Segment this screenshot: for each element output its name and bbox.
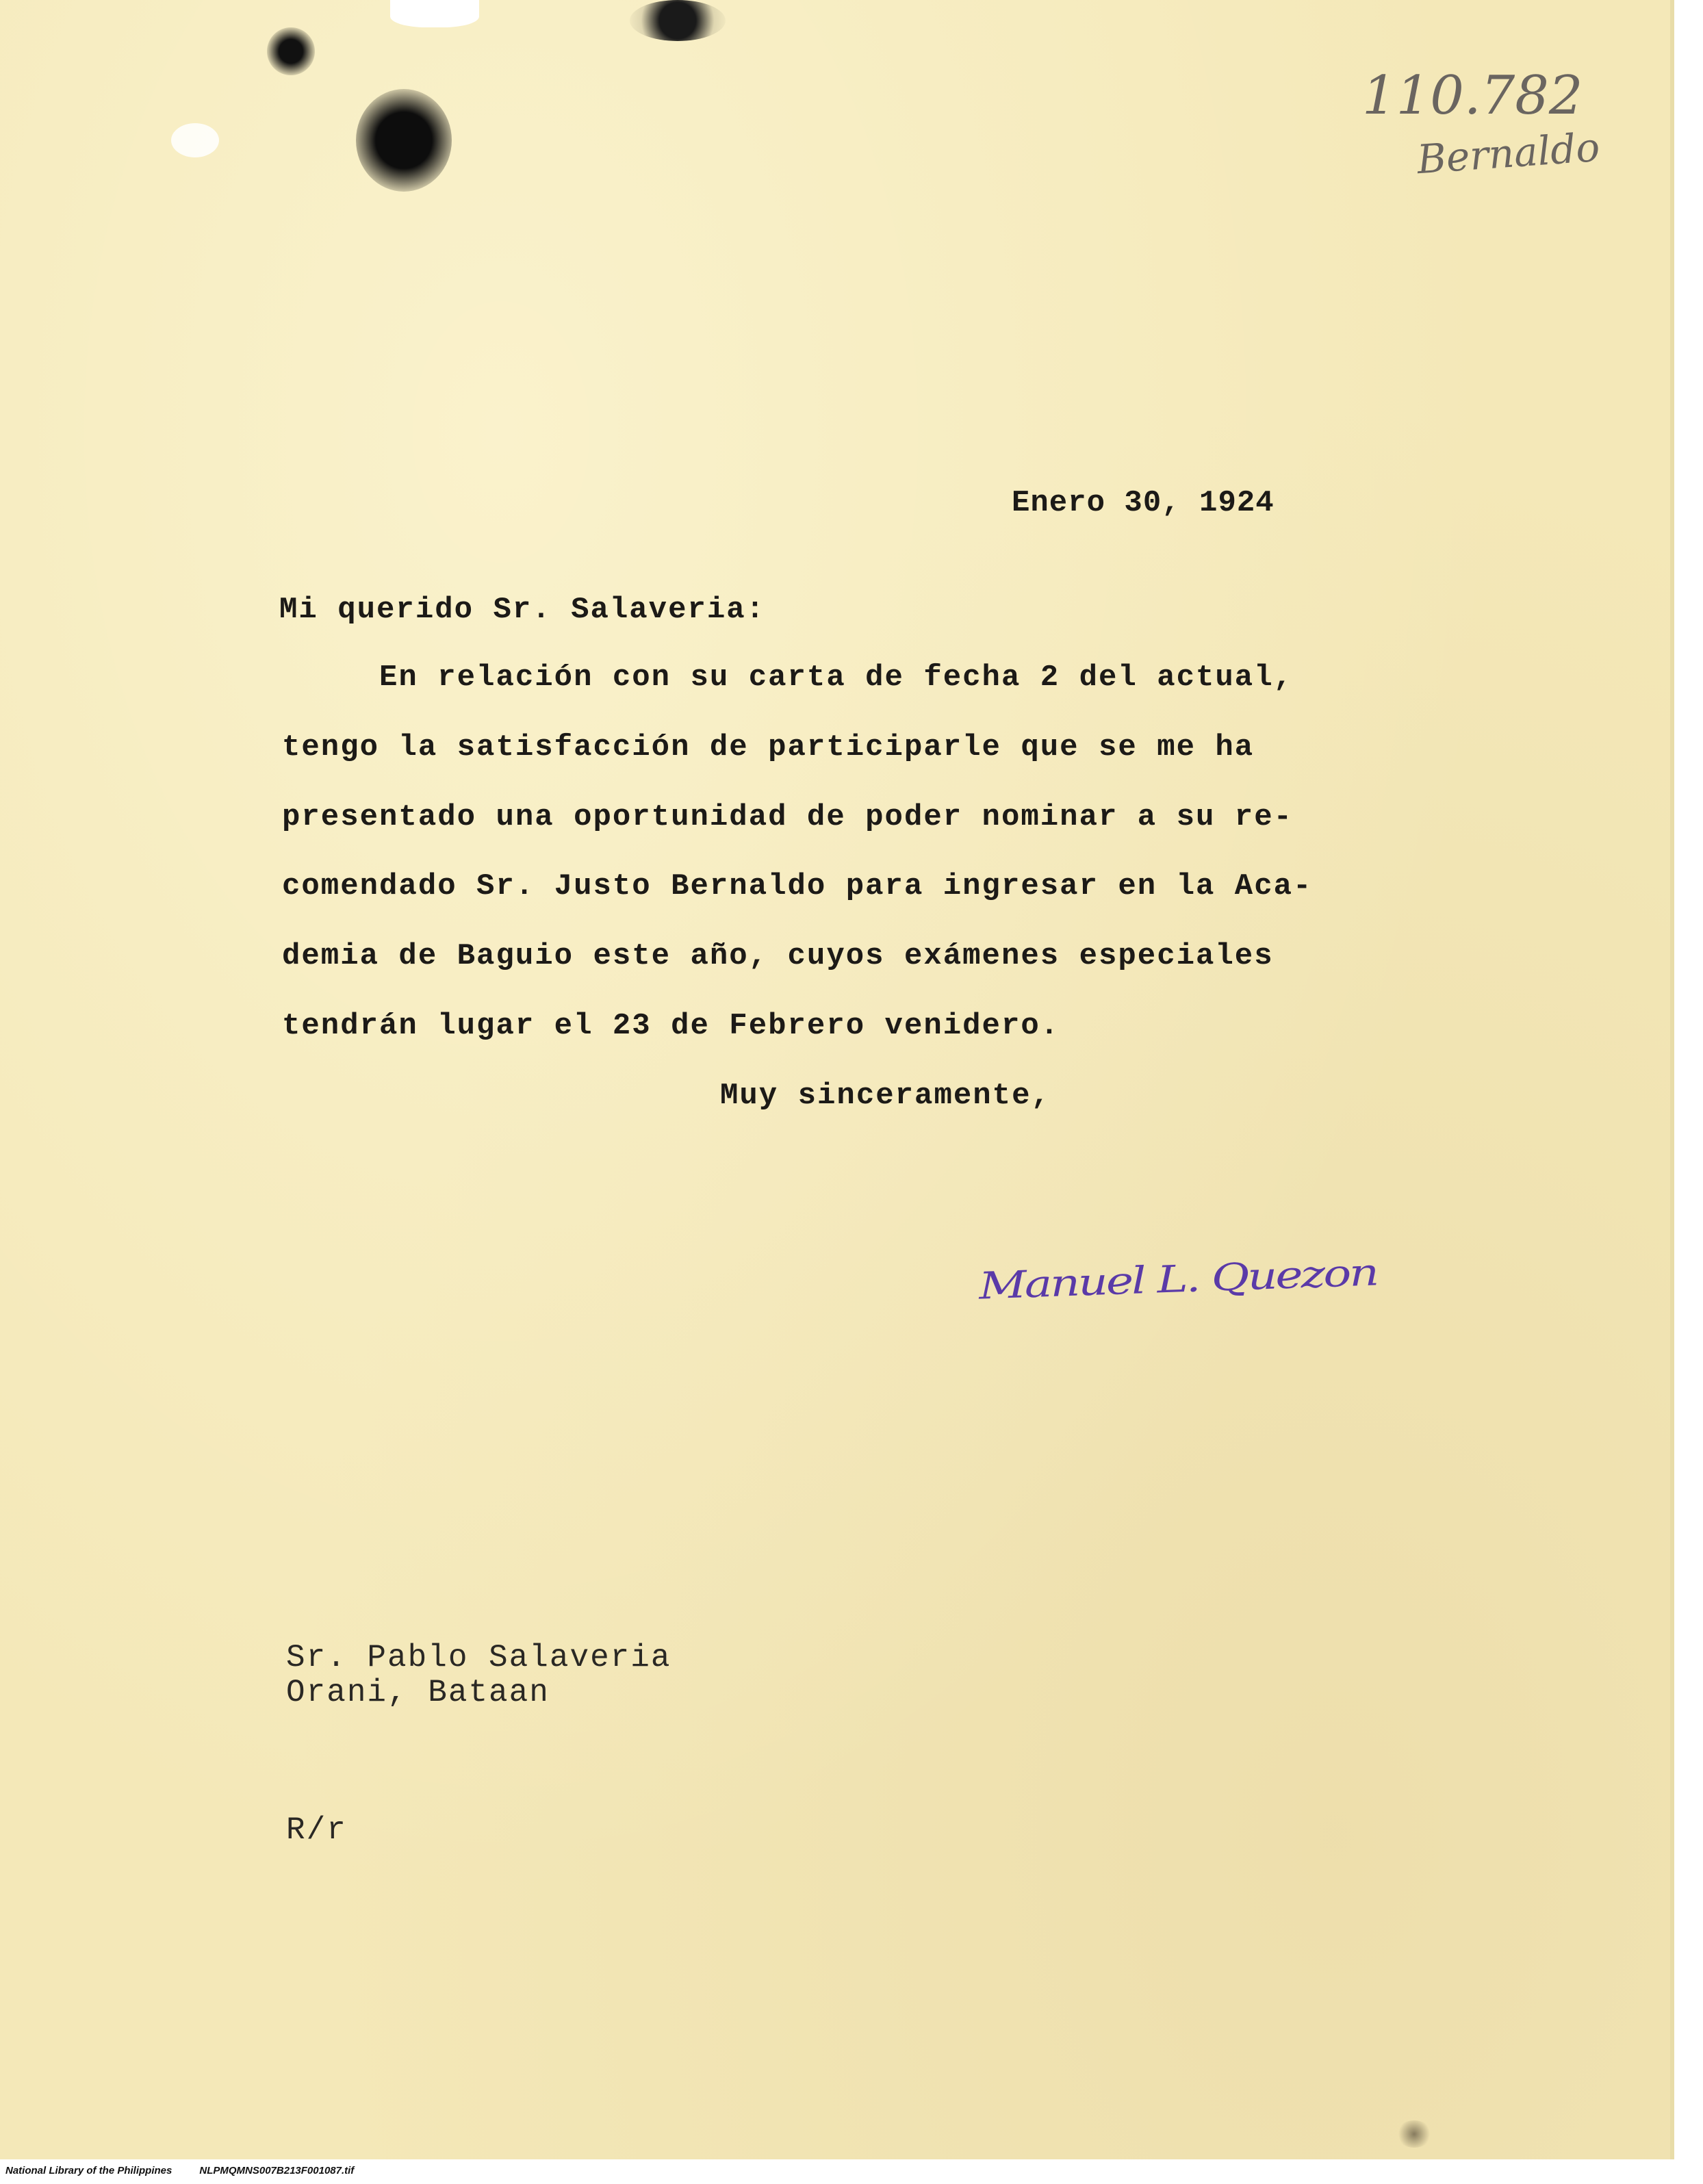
body-line: presentado una oportunidad de poder nominar a su re- [282,800,1294,834]
recipient-location: Orani, Bataan [286,1675,550,1710]
signature: Manuel L. Quezon [978,1250,1379,1309]
ink-blot [630,0,726,41]
ink-blot [267,27,315,75]
body-line: En relación con su carta de fecha 2 del actual, [282,660,1294,695]
body-line: tengo la satisfacción de participarle que se me ha [282,730,1255,765]
archive-number: 110.782 [1362,65,1583,127]
reference-initials: R/r [286,1812,347,1848]
scan-footer [5,2165,381,2176]
letter-date: Enero 30, 1924 [1012,486,1275,520]
paper-tear [171,123,219,157]
ink-blot [356,89,452,192]
body-line: comendado Sr. Justo Bernaldo para ingresar en la Aca- [282,869,1313,903]
corner-stain [1396,2120,1432,2148]
body-line: demia de Baguio este año, cuyos exámenes especiales [282,939,1274,973]
recipient-name: Sr. Pablo Salaveria [286,1640,671,1675]
paper-tear [390,0,479,27]
footer-institution: National Library of the Philippines [5,2165,172,2176]
body-line: tendrán lugar el 23 de Febrero venidero. [282,1009,1060,1043]
closing: Muy sinceramente, [720,1079,1051,1113]
footer-file-name: NLPMQMNS007B213F001087.tif [199,2165,355,2176]
salutation: Mi querido Sr. Salaveria: [279,593,766,627]
archive-name: Bernaldo [1415,123,1602,183]
